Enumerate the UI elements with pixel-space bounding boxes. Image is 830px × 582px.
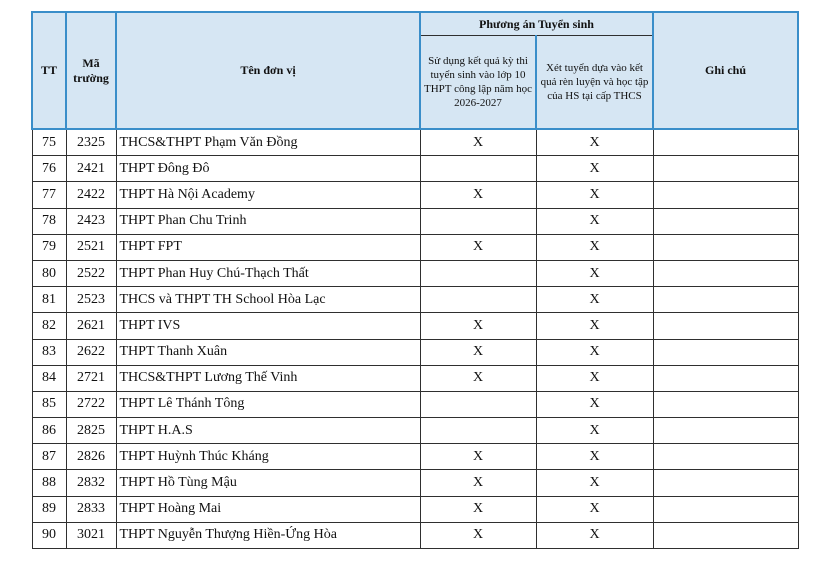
- cell-tt: 76: [32, 156, 66, 182]
- cell-school-code: 2832: [66, 470, 116, 496]
- cell-unit-name: THPT H.A.S: [116, 418, 420, 444]
- table-row: [32, 418, 798, 444]
- cell-note: [653, 287, 798, 313]
- cell-tt: 86: [32, 418, 66, 444]
- cell-option-exam: [420, 208, 536, 234]
- cell-unit-name: THPT Phan Huy Chú-Thạch Thất: [116, 260, 420, 286]
- cell-unit-name: THPT Phan Chu Trinh: [116, 208, 420, 234]
- cell-note: [653, 234, 798, 260]
- cell-school-code: 2522: [66, 260, 116, 286]
- table-row: [32, 496, 798, 522]
- cell-note: [653, 444, 798, 470]
- cell-unit-name: THCS và THPT TH School Hòa Lạc: [116, 287, 420, 313]
- cell-unit-name: THPT Hoàng Mai: [116, 496, 420, 522]
- cell-note: [653, 470, 798, 496]
- cell-option-review: X: [536, 260, 653, 286]
- cell-option-review: X: [536, 365, 653, 391]
- cell-tt: 77: [32, 182, 66, 208]
- table-row: [32, 156, 798, 182]
- cell-school-code: 2622: [66, 339, 116, 365]
- cell-unit-name: THPT IVS: [116, 313, 420, 339]
- table-row: [32, 287, 798, 313]
- cell-option-review: X: [536, 470, 653, 496]
- cell-option-exam: X: [420, 444, 536, 470]
- cell-tt: 80: [32, 260, 66, 286]
- cell-option-exam: X: [420, 339, 536, 365]
- cell-school-code: 2833: [66, 496, 116, 522]
- cell-option-review: X: [536, 339, 653, 365]
- cell-note: [653, 129, 798, 156]
- header-note: Ghi chú: [653, 12, 798, 129]
- cell-unit-name: THPT FPT: [116, 234, 420, 260]
- table-row: [32, 522, 798, 548]
- cell-option-exam: [420, 260, 536, 286]
- table-row: [32, 260, 798, 286]
- cell-option-review: X: [536, 129, 653, 156]
- cell-tt: 85: [32, 391, 66, 417]
- cell-school-code: 3021: [66, 522, 116, 548]
- cell-unit-name: THPT Hồ Tùng Mậu: [116, 470, 420, 496]
- cell-option-review: X: [536, 444, 653, 470]
- cell-note: [653, 182, 798, 208]
- cell-school-code: 2523: [66, 287, 116, 313]
- cell-school-code: 2722: [66, 391, 116, 417]
- cell-school-code: 2521: [66, 234, 116, 260]
- table-row: [32, 313, 798, 339]
- cell-tt: 90: [32, 522, 66, 548]
- cell-note: [653, 391, 798, 417]
- cell-school-code: 2422: [66, 182, 116, 208]
- cell-option-review: X: [536, 182, 653, 208]
- cell-option-review: X: [536, 287, 653, 313]
- table-row: [32, 444, 798, 470]
- cell-option-review: X: [536, 208, 653, 234]
- table-row: [32, 208, 798, 234]
- cell-unit-name: THPT Lê Thánh Tông: [116, 391, 420, 417]
- cell-option-exam: X: [420, 470, 536, 496]
- table-row: [32, 234, 798, 260]
- cell-note: [653, 260, 798, 286]
- cell-option-review: X: [536, 234, 653, 260]
- cell-school-code: 2621: [66, 313, 116, 339]
- cell-note: [653, 418, 798, 444]
- cell-tt: 79: [32, 234, 66, 260]
- cell-unit-name: THCS&THPT Lương Thế Vinh: [116, 365, 420, 391]
- cell-unit-name: THPT Nguyễn Thượng Hiền-Ứng Hòa: [116, 522, 420, 548]
- table-row: [32, 365, 798, 391]
- table-body: [32, 129, 798, 549]
- cell-school-code: 2826: [66, 444, 116, 470]
- cell-option-exam: [420, 287, 536, 313]
- cell-option-review: X: [536, 496, 653, 522]
- cell-school-code: 2825: [66, 418, 116, 444]
- cell-note: [653, 156, 798, 182]
- cell-option-review: X: [536, 418, 653, 444]
- cell-option-exam: X: [420, 182, 536, 208]
- cell-option-exam: [420, 156, 536, 182]
- cell-unit-name: THPT Đông Đô: [116, 156, 420, 182]
- table-row: [32, 129, 798, 156]
- header-option-review: Xét tuyển dựa vào kết quả rèn luyện và học tập của HS tại cấp THCS: [536, 36, 653, 130]
- table-row: [32, 339, 798, 365]
- cell-option-exam: X: [420, 365, 536, 391]
- cell-option-review: X: [536, 522, 653, 548]
- cell-tt: 75: [32, 129, 66, 156]
- cell-note: [653, 365, 798, 391]
- cell-unit-name: THCS&THPT Phạm Văn Đồng: [116, 129, 420, 156]
- cell-tt: 89: [32, 496, 66, 522]
- cell-school-code: 2421: [66, 156, 116, 182]
- cell-option-exam: X: [420, 522, 536, 548]
- cell-option-review: X: [536, 391, 653, 417]
- table-row: [32, 470, 798, 496]
- cell-school-code: 2721: [66, 365, 116, 391]
- cell-option-exam: [420, 391, 536, 417]
- table-row: [32, 182, 798, 208]
- header-unit-name: Tên đơn vị: [116, 12, 420, 129]
- cell-school-code: 2325: [66, 129, 116, 156]
- header-option-exam: Sử dụng kết quả kỳ thi tuyển sinh vào lớp 10 THPT công lập năm học 2026-2027: [420, 36, 536, 130]
- header-tt: TT: [32, 12, 66, 129]
- cell-note: [653, 496, 798, 522]
- cell-option-exam: X: [420, 234, 536, 260]
- table-header: [32, 12, 798, 129]
- cell-unit-name: THPT Hà Nội Academy: [116, 182, 420, 208]
- cell-unit-name: THPT Thanh Xuân: [116, 339, 420, 365]
- cell-option-review: X: [536, 156, 653, 182]
- cell-unit-name: THPT Huỳnh Thúc Kháng: [116, 444, 420, 470]
- cell-option-review: X: [536, 313, 653, 339]
- cell-note: [653, 313, 798, 339]
- cell-option-exam: X: [420, 496, 536, 522]
- cell-tt: 84: [32, 365, 66, 391]
- admission-table: [31, 11, 799, 549]
- cell-tt: 82: [32, 313, 66, 339]
- cell-tt: 83: [32, 339, 66, 365]
- cell-note: [653, 208, 798, 234]
- table-row: [32, 391, 798, 417]
- cell-tt: 78: [32, 208, 66, 234]
- cell-school-code: 2423: [66, 208, 116, 234]
- header-admission-plan: Phương án Tuyển sinh: [420, 12, 653, 36]
- cell-tt: 87: [32, 444, 66, 470]
- cell-tt: 81: [32, 287, 66, 313]
- cell-option-exam: [420, 418, 536, 444]
- cell-tt: 88: [32, 470, 66, 496]
- cell-note: [653, 522, 798, 548]
- cell-option-exam: X: [420, 313, 536, 339]
- cell-note: [653, 339, 798, 365]
- header-school-code: Mã trường: [66, 12, 116, 129]
- cell-option-exam: X: [420, 129, 536, 156]
